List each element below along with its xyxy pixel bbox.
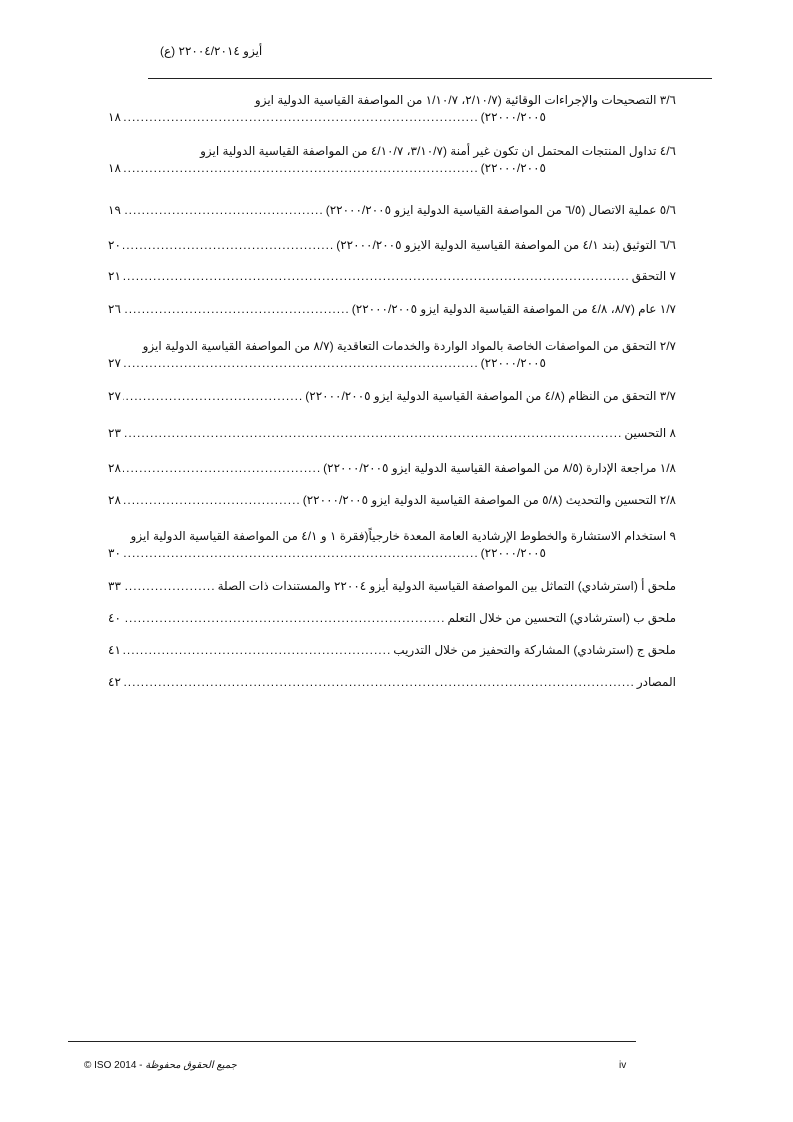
toc-page-number: ١٩: [108, 203, 121, 217]
toc-page-number: ٣٣: [108, 579, 121, 593]
toc-page-number: ٤١: [108, 643, 121, 657]
toc-leader-dots: [123, 202, 324, 219]
toc-page-number: ٢٠: [108, 238, 121, 252]
toc-entry-title: المصادر: [636, 675, 676, 689]
toc-leader-dots: [123, 492, 301, 509]
toc-leader-dots: [123, 237, 334, 254]
toc-entry[interactable]: [108, 674, 676, 691]
toc-entry[interactable]: [108, 338, 676, 372]
toc-page-number: ٢٧: [108, 356, 121, 370]
toc-entry-title-line: ٤/٦ تداول المنتجات المحتمل ان تكون غير أمنة (٣/١٠/٧، ٤/١٠/٧ من المواصفة القياسية الدولية ايزو: [200, 144, 676, 158]
toc-entry-title-line: ٣/٦ التصحيحات والإجراءات الوقائية (٢/١٠/٧، ١/١٠/٧ من المواصفة القياسية الدولية ايزو: [254, 93, 676, 107]
toc-entry[interactable]: [108, 388, 676, 405]
toc-entry-title: ٥/٦ عملية الاتصال (٦/٥ من المواصفة القياسية الدولية ايزو ٢٢٠٠٠/٢٠٠٥): [325, 203, 676, 217]
header-divider: [148, 78, 712, 79]
toc-entry[interactable]: [108, 578, 676, 595]
toc-leader-dots: [123, 355, 479, 372]
toc-entry-title: ٢٢٠٠٠/٢٠٠٥): [480, 161, 546, 175]
toc-entry-title: ٢/٨ التحسين والتحديث (٥/٨ من المواصفة القياسية الدولية ايزو ٢٢٠٠٠/٢٠٠٥): [302, 493, 676, 507]
toc-leader-dots: [123, 578, 216, 595]
toc-entry[interactable]: [108, 425, 676, 442]
rights-reserved-text: جميع الحقوق محفوظة: [145, 1060, 237, 1071]
toc-entry-title: ٦/٦ التوثيق (بند ٤/١ من المواصفة القياسية الدولية الايزو ٢٢٠٠٠/٢٠٠٥): [336, 238, 676, 252]
toc-page-number: ٤٠: [108, 611, 121, 625]
toc-leader-dots: [123, 642, 391, 659]
toc-entry[interactable]: [108, 268, 676, 285]
toc-page-number: ١٨: [108, 110, 121, 124]
toc-entry-title: ٧ التحقق: [631, 269, 676, 283]
toc-leader-dots: [123, 109, 479, 126]
toc-leader-dots: [123, 160, 479, 177]
toc-entry-title: ٢٢٠٠٠/٢٠٠٥): [480, 546, 546, 560]
toc-entry-title: ١/٧ عام (٨/٧، ٤/٨ من المواصفة القياسية الدولية ايزو ٢٢٠٠٠/٢٠٠٥): [351, 302, 676, 316]
toc-entry-title-line: ٢/٧ التحقق من المواصفات الخاصة بالمواد الواردة والخدمات التعاقدية (٨/٧ من المواصفة القياسية الدولية ايزو: [142, 339, 676, 353]
toc-leader-dots: [123, 674, 635, 691]
running-header: أيزو ٢٢٠٠٤/٢٠١٤ (ع): [160, 44, 263, 58]
footer-page-number: iv: [619, 1060, 627, 1071]
toc-page-number: ١٨: [108, 161, 121, 175]
footer-copyright: [84, 1060, 237, 1071]
toc-leader-dots: [123, 425, 623, 442]
toc-page-number: ٢١: [108, 269, 121, 283]
toc-page-number: ٤٢: [108, 675, 121, 689]
toc-page-number: ٣٠: [108, 546, 121, 560]
toc-entry[interactable]: [108, 202, 676, 219]
toc-entry[interactable]: [108, 301, 676, 318]
toc-page-number: ٢٨: [108, 493, 121, 507]
toc-leader-dots: [123, 545, 479, 562]
toc-entry[interactable]: [108, 528, 676, 562]
toc-leader-dots: [123, 388, 303, 405]
toc-entry[interactable]: [108, 492, 676, 509]
toc-leader-dots: [123, 610, 446, 627]
toc-entry-title: ٨ التحسين: [624, 426, 676, 440]
toc-entry-title: ١/٨ مراجعة الإدارة (٨/٥ من المواصفة القياسية الدولية ايزو ٢٢٠٠٠/٢٠٠٥): [323, 461, 676, 475]
toc-entry[interactable]: [108, 610, 676, 627]
toc-entry-title: ملحق ب (استرشادي) التحسين من خلال التعلم: [447, 611, 676, 625]
toc-entry-title-line: ٩ استخدام الاستشارة والخطوط الإرشادية العامة المعدة خارجياً(فقرة ١ و ٤/١ من المواصفة القياسية الدولية ايزو: [130, 529, 676, 543]
toc-entry[interactable]: [108, 143, 676, 177]
toc-page-number: ٢٦: [108, 302, 121, 316]
toc-leader-dots: [123, 301, 350, 318]
toc-entry[interactable]: [108, 460, 676, 477]
toc-entry-title: ملحق ج (استرشادي) المشاركة والتحفيز من خلال التدريب: [393, 643, 676, 657]
toc-page-number: ٢٣: [108, 426, 121, 440]
toc-entry-title: ٢٢٠٠٠/٢٠٠٥): [480, 110, 546, 124]
toc-entry-title: ٣/٧ التحقق من النظام (٤/٨ من المواصفة القياسية الدولية ايزو ٢٢٠٠٠/٢٠٠٥): [305, 389, 676, 403]
copyright-text: © ISO 2014 -: [84, 1060, 146, 1071]
toc-entry[interactable]: [108, 92, 676, 126]
toc-leader-dots: [123, 460, 321, 477]
toc-page-number: ٢٨: [108, 461, 121, 475]
toc-entry-title: ٢٢٠٠٠/٢٠٠٥): [480, 356, 546, 370]
toc-entry[interactable]: [108, 237, 676, 254]
footer-divider: [68, 1041, 636, 1042]
toc-entry[interactable]: [108, 642, 676, 659]
toc-page-number: ٢٧: [108, 389, 121, 403]
toc-leader-dots: [123, 268, 630, 285]
toc-entry-title: ملحق أ (استرشادي) التماثل بين المواصفة القياسية الدولية أيزو ٢٢٠٠٤ والمستندات ذات الصلة: [217, 579, 676, 593]
